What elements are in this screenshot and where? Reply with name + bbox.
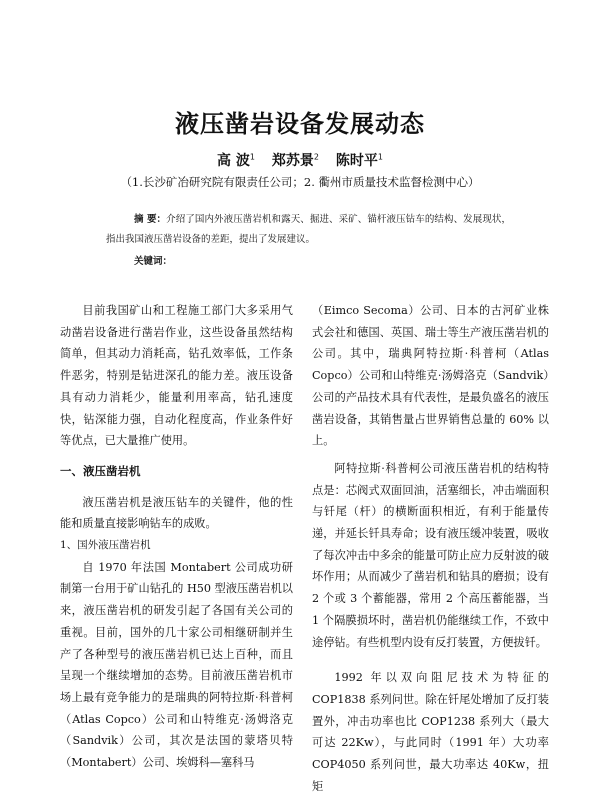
paragraph-continued: （Eimco Secoma）公司、日本的古河矿业株式会社和德国、英国、瑞士等生产液压凿岩机的公司。其中，瑞典阿特拉斯·科普柯（Atlas Copco）公司和山特维克·汤姆洛克（Sandvik）公司的产品技术具有代表性，是最负盛名的液压凿岩设备，其销售量占世界销售总量的 60% 以上。 bbox=[312, 304, 549, 448]
abstract-label: 摘 要： bbox=[134, 214, 167, 225]
paper-title: 液压凿岩设备发展动态 bbox=[175, 110, 425, 138]
abstract bbox=[106, 210, 511, 250]
right-column bbox=[312, 300, 549, 797]
affiliations: （1.长沙矿冶研究院有限责任公司；2. 衢州市质量技术监督检测中心） bbox=[120, 175, 480, 189]
intro-paragraph: 目前我国矿山和工程施工部门大多采用气动凿岩设备进行凿岩作业，这些设备虽然结构简单，但其动力消耗高，钻孔效率低，工作条件恶劣，特别是钻进深孔的能力差。液压设备具有动力消耗少，能量利用率高，钻孔速度快，钻深能力强，自动化程度高，作业条件好等优点，已大量推广使用。 bbox=[60, 304, 293, 448]
author-1: 高 波$^1$ bbox=[217, 152, 256, 169]
section-heading: 一、液压凿岩机 bbox=[60, 463, 141, 478]
abstract-text: 介绍了国内外液压凿岩机和露天、掘进、采矿、锚杆液压钻车的结构、发展现状，指出我国液压凿岩设备的差距，提出了发展建议。 bbox=[106, 214, 511, 245]
keywords-label: 关键词： bbox=[134, 256, 173, 267]
author-2: 郑苏景$^2$ bbox=[271, 152, 319, 169]
paragraph: 1992 年以双向阻尼技术为特征的 COP1838 系列问世。除在钎尾处增加了反打装置外，冲击功率也比 COP1238 系列大（最大可达 22Kw），与此同时（1991 年）大功率 COP4050 系列问世，最大功率达 40Kw，扭矩 bbox=[312, 671, 549, 793]
subsection-heading: 1、国外液压凿岩机 bbox=[60, 539, 151, 552]
section-paragraph: 液压凿岩机是液压钻车的关键件，他的性能和质量直接影响钻车的成败。 bbox=[60, 495, 293, 531]
paragraph: 阿特拉斯·科普柯公司液压凿岩机的结构特点是：芯阀式双面回油，活塞细长，冲击端面积与钎尾（杆）的横断面积相近，有利于能量传递，并延长钎具寿命；设有液压缓冲装置，吸收了每次冲击中多余的能量可防止应力反射波的破坏作用；从而减少了凿岩机和钻具的磨损；设有 2 个或 3 个蓄能器，常用 2 个高压蓄能器，当 1 个隔膜损坏时，凿岩机仍能继续工作，不致中途停钻。有些机型内设有反打装置，方便拔钎。 bbox=[312, 461, 549, 649]
author-3: 陈时平$^1$ bbox=[335, 152, 383, 169]
keywords bbox=[134, 253, 172, 267]
left-column bbox=[60, 300, 293, 774]
author-line bbox=[0, 150, 600, 170]
subsection-paragraph: 自 1970 年法国 Montabert 公司成功研制第一台用于矿山钻孔的 H50 型液压凿岩机以来，液压凿岩机的研发引起了各国有关公司的重视。目前，国外的几十家公司相继研制并生产了各种型号的液压凿岩机已达上百种，而且呈现一个继续增加的态势。目前液压凿岩机市场上最有竞争能力的是瑞典的阿特拉斯·科普柯（Atlas Copco）公司和山特维克·汤姆洛克（Sandvik）公司，其次是法国的蒙塔贝特（Montabert）公司、埃姆科—塞科马 bbox=[60, 560, 293, 770]
